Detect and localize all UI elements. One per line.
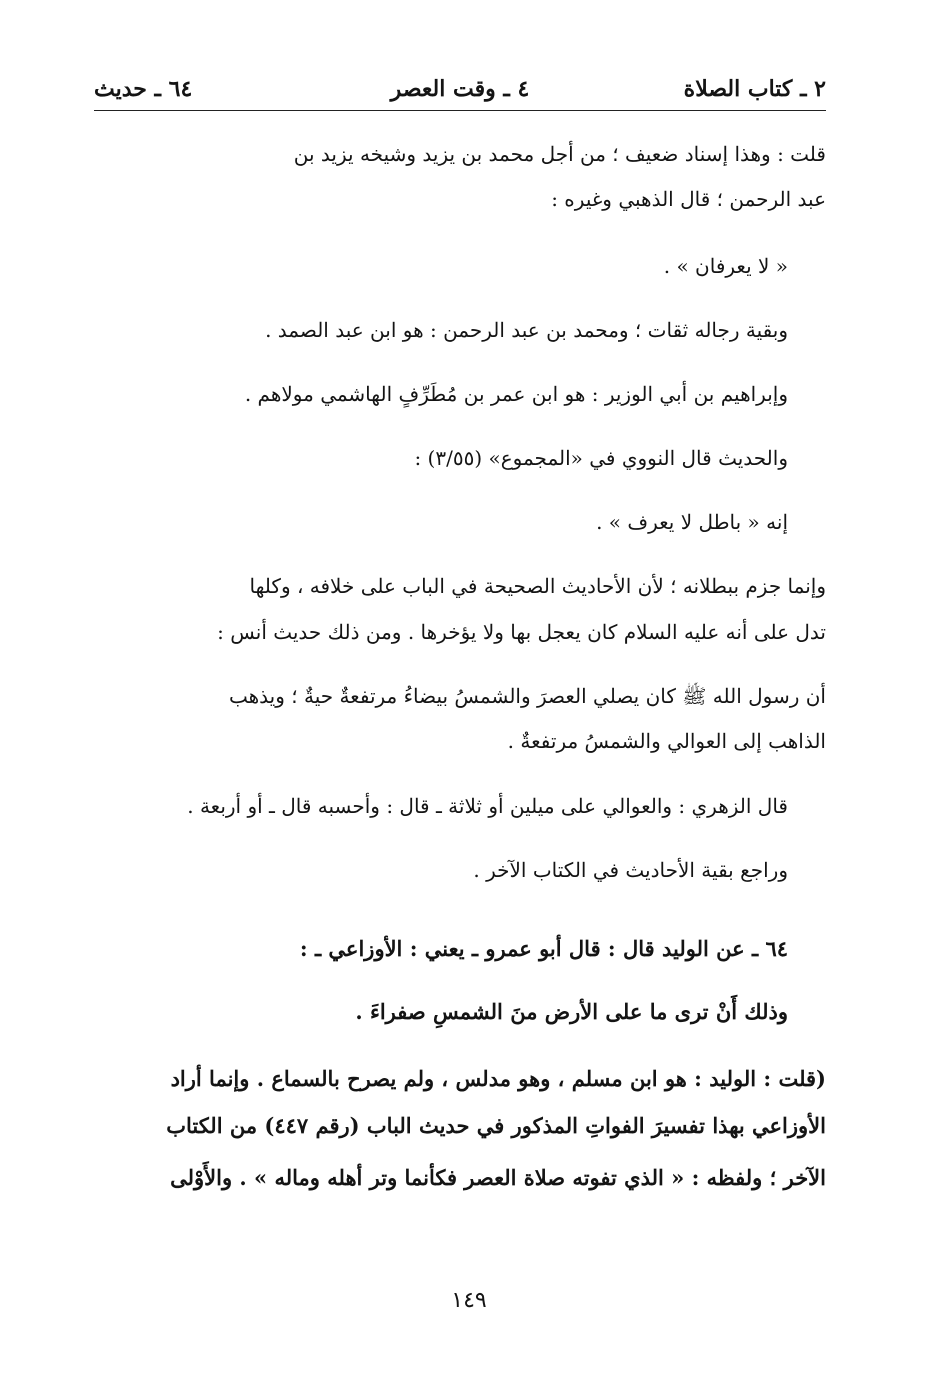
commentary-line: الأوزاعي بهذا تفسيرَ الفواتِ المذكور في حديث الباب (رقم ٤٤٧) من الكتاب bbox=[166, 1113, 826, 1138]
commentary-line: (قلت : الوليد : هو ابن مسلم ، وهو مدلس ، ولم يصرح بالسماع . وإنما أراد bbox=[170, 1066, 826, 1091]
text-line: إنه « باطل لا يعرف » . bbox=[596, 510, 788, 534]
text-line: والحديث قال النووي في «المجموع» (٣/٥٥) : bbox=[414, 446, 788, 470]
hadith-text: ٦٤ ـ عن الوليد قال : قال أبو عمرو ـ يعني : الأوزاعي ـ : bbox=[299, 936, 788, 961]
text-line: عبد الرحمن ؛ قال الذهبي وغيره : bbox=[551, 187, 826, 211]
text-line: تدل على أنه عليه السلام كان يعجل بها ولا يؤخرها . ومن ذلك حديث أنس : bbox=[217, 620, 826, 644]
text-line: قال الزهري : والعوالي على ميلين أو ثلاثة ـ قال : وأحسبه قال ـ أو أربعة . bbox=[187, 794, 788, 818]
text-line: وراجع بقية الأحاديث في الكتاب الآخر . bbox=[473, 858, 788, 882]
text-line: وإبراهيم بن أبي الوزير : هو ابن عمر بن مُطَرِّفٍ الهاشمي مولاهم . bbox=[244, 382, 788, 406]
header-divider bbox=[94, 110, 826, 111]
header-book-title: ٢ ـ كتاب الصلاة bbox=[683, 76, 826, 102]
text-line: قلت : وهذا إسناد ضعيف ؛ من أجل محمد بن يزيد وشيخه يزيد بن bbox=[293, 142, 826, 166]
commentary-line: الآخر ؛ ولفظه : « الذي تفوته صلاة العصر فكأنما وتر أهله وماله » . والأَوْلى bbox=[170, 1165, 826, 1190]
text-line: أن رسول الله ﷺ كان يصلي العصرَ والشمسُ بيضاءُ مرتفعةٌ حيةٌ ؛ ويذهب bbox=[229, 684, 826, 708]
text-line: الذاهب إلى العوالي والشمسُ مرتفعةٌ . bbox=[507, 729, 826, 753]
header-hadith-number: ٦٤ ـ حديث bbox=[94, 76, 193, 102]
header-chapter-title: ٤ ـ وقت العصر bbox=[390, 76, 530, 102]
text-line: وإنما جزم ببطلانه ؛ لأن الأحاديث الصحيحة في الباب على خلافه ، وكلها bbox=[249, 574, 826, 598]
text-line: « لا يعرفان » . bbox=[663, 254, 788, 278]
running-header bbox=[94, 72, 826, 112]
hadith-text: وذلك أَنْ ترى ما على الأرض منَ الشمسِ صفراءَ . bbox=[355, 999, 788, 1024]
text-line: وبقية رجاله ثقات ؛ ومحمد بن عبد الرحمن : هو ابن عبد الصمد . bbox=[265, 318, 788, 342]
page-number: ١٤٩ bbox=[451, 1288, 487, 1313]
